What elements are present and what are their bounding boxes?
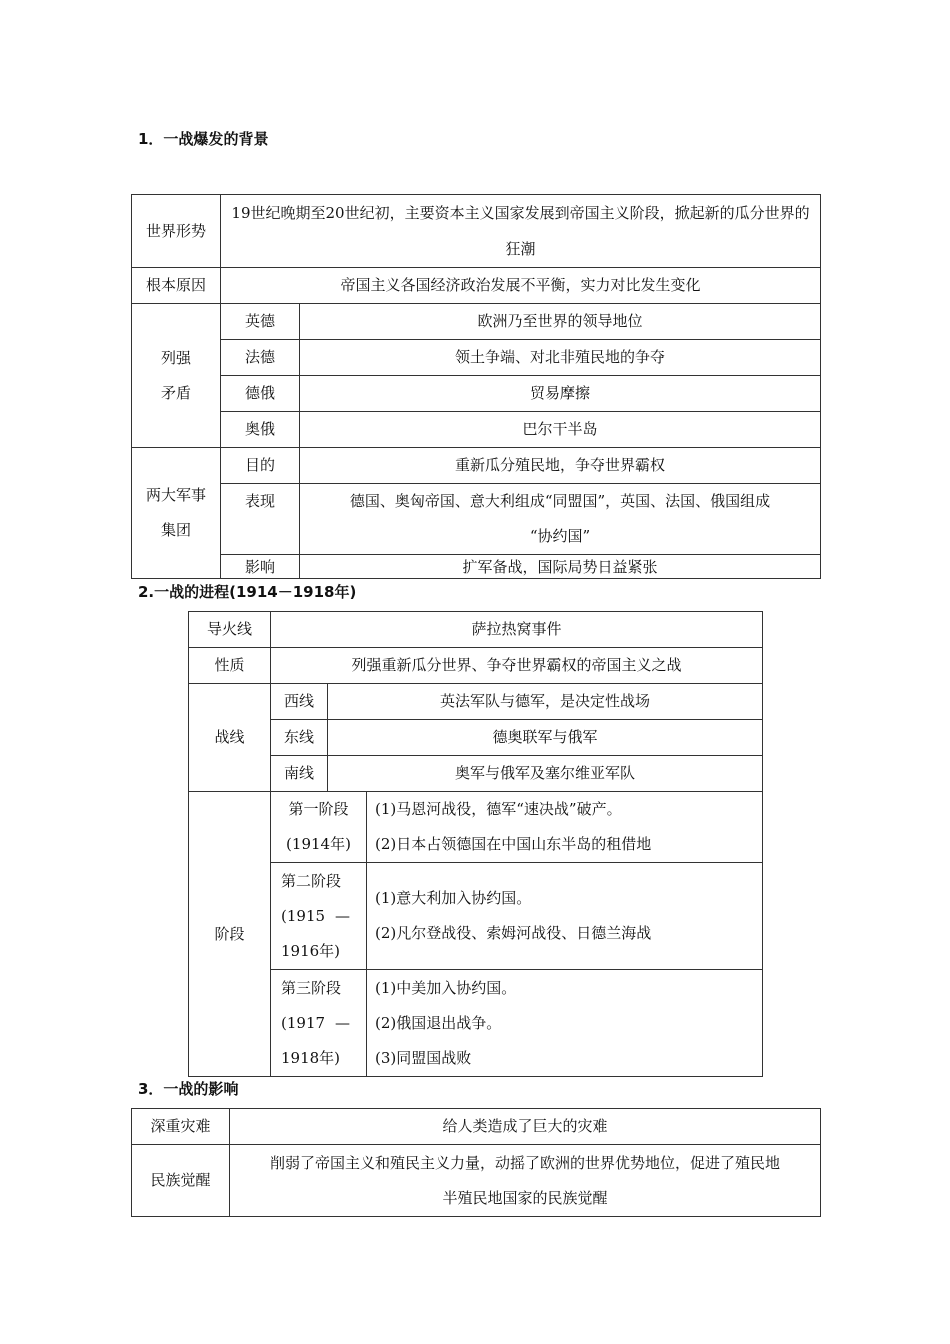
conflict-issue: 贸易摩擦 <box>300 376 821 412</box>
nature-label: 性质 <box>189 648 271 684</box>
table-row <box>189 970 763 1077</box>
table-row <box>189 792 763 863</box>
conflict-pair: 奥俄 <box>221 412 300 448</box>
stage3-event: (1)中美加入协约国。 <box>375 978 517 997</box>
background-table <box>131 194 821 579</box>
section2-heading: 2.一战的进程(1914－1918年) <box>138 583 357 601</box>
awakening-content-line2: 半殖民地国家的民族觉醒 <box>442 1188 608 1207</box>
table-row <box>132 448 821 484</box>
blocs-label <box>132 448 221 579</box>
stage3-event: (3)同盟国战败 <box>375 1048 472 1067</box>
front-name: 西线 <box>271 684 328 720</box>
stage3-event: (2)俄国退出战争。 <box>375 1013 502 1032</box>
table-row <box>132 376 821 412</box>
stage2-years-dash: — <box>335 906 350 925</box>
fronts-label: 战线 <box>189 684 271 792</box>
front-content: 英法军队与德军，是决定性战场 <box>328 684 763 720</box>
nature-content: 列强重新瓜分世界、争夺世界霸权的帝国主义之战 <box>271 648 763 684</box>
stage2-event: (1)意大利加入协约国。 <box>375 889 532 907</box>
conflicts-label-line1: 列强 <box>160 348 191 367</box>
table-row <box>189 648 763 684</box>
conflict-issue: 巴尔干半岛 <box>300 412 821 448</box>
table-row <box>189 684 763 720</box>
stage2-years-end: 1916年) <box>281 941 341 960</box>
blocs-label-line1: 两大军事 <box>145 486 206 504</box>
stage1-name: 第一阶段 <box>288 800 349 818</box>
stage2-event: (2)凡尔登战役、索姆河战役、日德兰海战 <box>375 924 652 942</box>
root-cause-label: 根本原因 <box>132 268 221 304</box>
table-row <box>132 340 821 376</box>
blocs-goal: 重新瓜分殖民地，争夺世界霸权 <box>300 448 821 484</box>
stage3-name-cell <box>271 970 367 1077</box>
front-name: 东线 <box>271 720 328 756</box>
table-row <box>132 1145 821 1217</box>
conflict-pair: 法德 <box>221 340 300 376</box>
table-row <box>132 412 821 448</box>
blocs-impact: 扩军备战，国际局势日益紧张 <box>300 555 821 579</box>
stage3-years-start: (1917 <box>281 1013 326 1032</box>
front-content: 奥军与俄军及塞尔维亚军队 <box>328 756 763 792</box>
stage2-events <box>367 863 763 970</box>
fuse-label: 导火线 <box>189 612 271 648</box>
stage1-event: (1)马恩河战役，德军“速决战”破产。 <box>375 800 622 818</box>
table-row <box>132 1109 821 1145</box>
stage1-name-cell <box>271 792 367 863</box>
blocs-impact-label: 影响 <box>221 555 300 579</box>
stage3-name: 第三阶段 <box>281 978 342 997</box>
stages-label: 阶段 <box>189 792 271 1077</box>
stage3-years-line1 <box>281 1006 360 1041</box>
world-situation-label: 世界形势 <box>132 195 221 268</box>
disaster-label: 深重灾难 <box>132 1109 230 1145</box>
disaster-content: 给人类造成了巨大的灾难 <box>230 1109 821 1145</box>
conflicts-label <box>132 304 221 448</box>
stage3-events <box>367 970 763 1077</box>
stage2-name: 第二阶段 <box>281 871 342 890</box>
stage2-years-line1 <box>281 899 360 934</box>
table-row <box>132 555 821 579</box>
stage1-event: (2)日本占领德国在中国山东半岛的租借地 <box>375 835 652 853</box>
section1-heading: 1．一战爆发的背景 <box>138 130 269 148</box>
conflict-issue: 领土争端、对北非殖民地的争夺 <box>300 340 821 376</box>
table-row <box>132 304 821 340</box>
world-situation-content: 19世纪晚期至20世纪初，主要资本主义国家发展到帝国主义阶段，掀起新的瓜分世界的狂潮 <box>221 195 821 268</box>
stage1-events <box>367 792 763 863</box>
awakening-content-line1: 削弱了帝国主义和殖民主义力量，动摇了欧洲的世界优势地位，促进了殖民地 <box>269 1153 780 1172</box>
blocs-label-line2: 集团 <box>160 521 191 539</box>
table-row <box>132 268 821 304</box>
stage2-name-cell <box>271 863 367 970</box>
progress-table <box>188 611 763 1077</box>
front-content: 德奥联军与俄军 <box>328 720 763 756</box>
impact-table <box>131 1108 821 1217</box>
section3-heading: 3．一战的影响 <box>138 1080 239 1098</box>
awakening-content <box>230 1145 821 1217</box>
table-row <box>189 756 763 792</box>
blocs-goal-label: 目的 <box>221 448 300 484</box>
stage1-years: (1914年) <box>286 835 351 853</box>
stage2-years-start: (1915 <box>281 906 326 925</box>
table-row <box>189 720 763 756</box>
blocs-manifest-line2: “协约国” <box>529 527 591 545</box>
table-row <box>132 484 821 555</box>
stage3-years-end: 1918年) <box>281 1048 341 1067</box>
stage3-years-dash: — <box>335 1013 350 1032</box>
blocs-manifest-label: 表现 <box>221 484 300 555</box>
root-cause-content: 帝国主义各国经济政治发展不平衡，实力对比发生变化 <box>221 268 821 304</box>
conflict-pair: 德俄 <box>221 376 300 412</box>
table-row <box>132 195 821 268</box>
fuse-content: 萨拉热窝事件 <box>271 612 763 648</box>
front-name: 南线 <box>271 756 328 792</box>
table-row <box>189 612 763 648</box>
blocs-manifest-line1: 德国、奥匈帝国、意大利组成“同盟国”，英国、法国、俄国组成 <box>349 492 771 510</box>
table-row <box>189 863 763 970</box>
conflicts-label-line2: 矛盾 <box>160 383 191 402</box>
conflict-pair: 英德 <box>221 304 300 340</box>
awakening-label: 民族觉醒 <box>132 1145 230 1217</box>
conflict-issue: 欧洲乃至世界的领导地位 <box>300 304 821 340</box>
blocs-manifest <box>300 484 821 555</box>
